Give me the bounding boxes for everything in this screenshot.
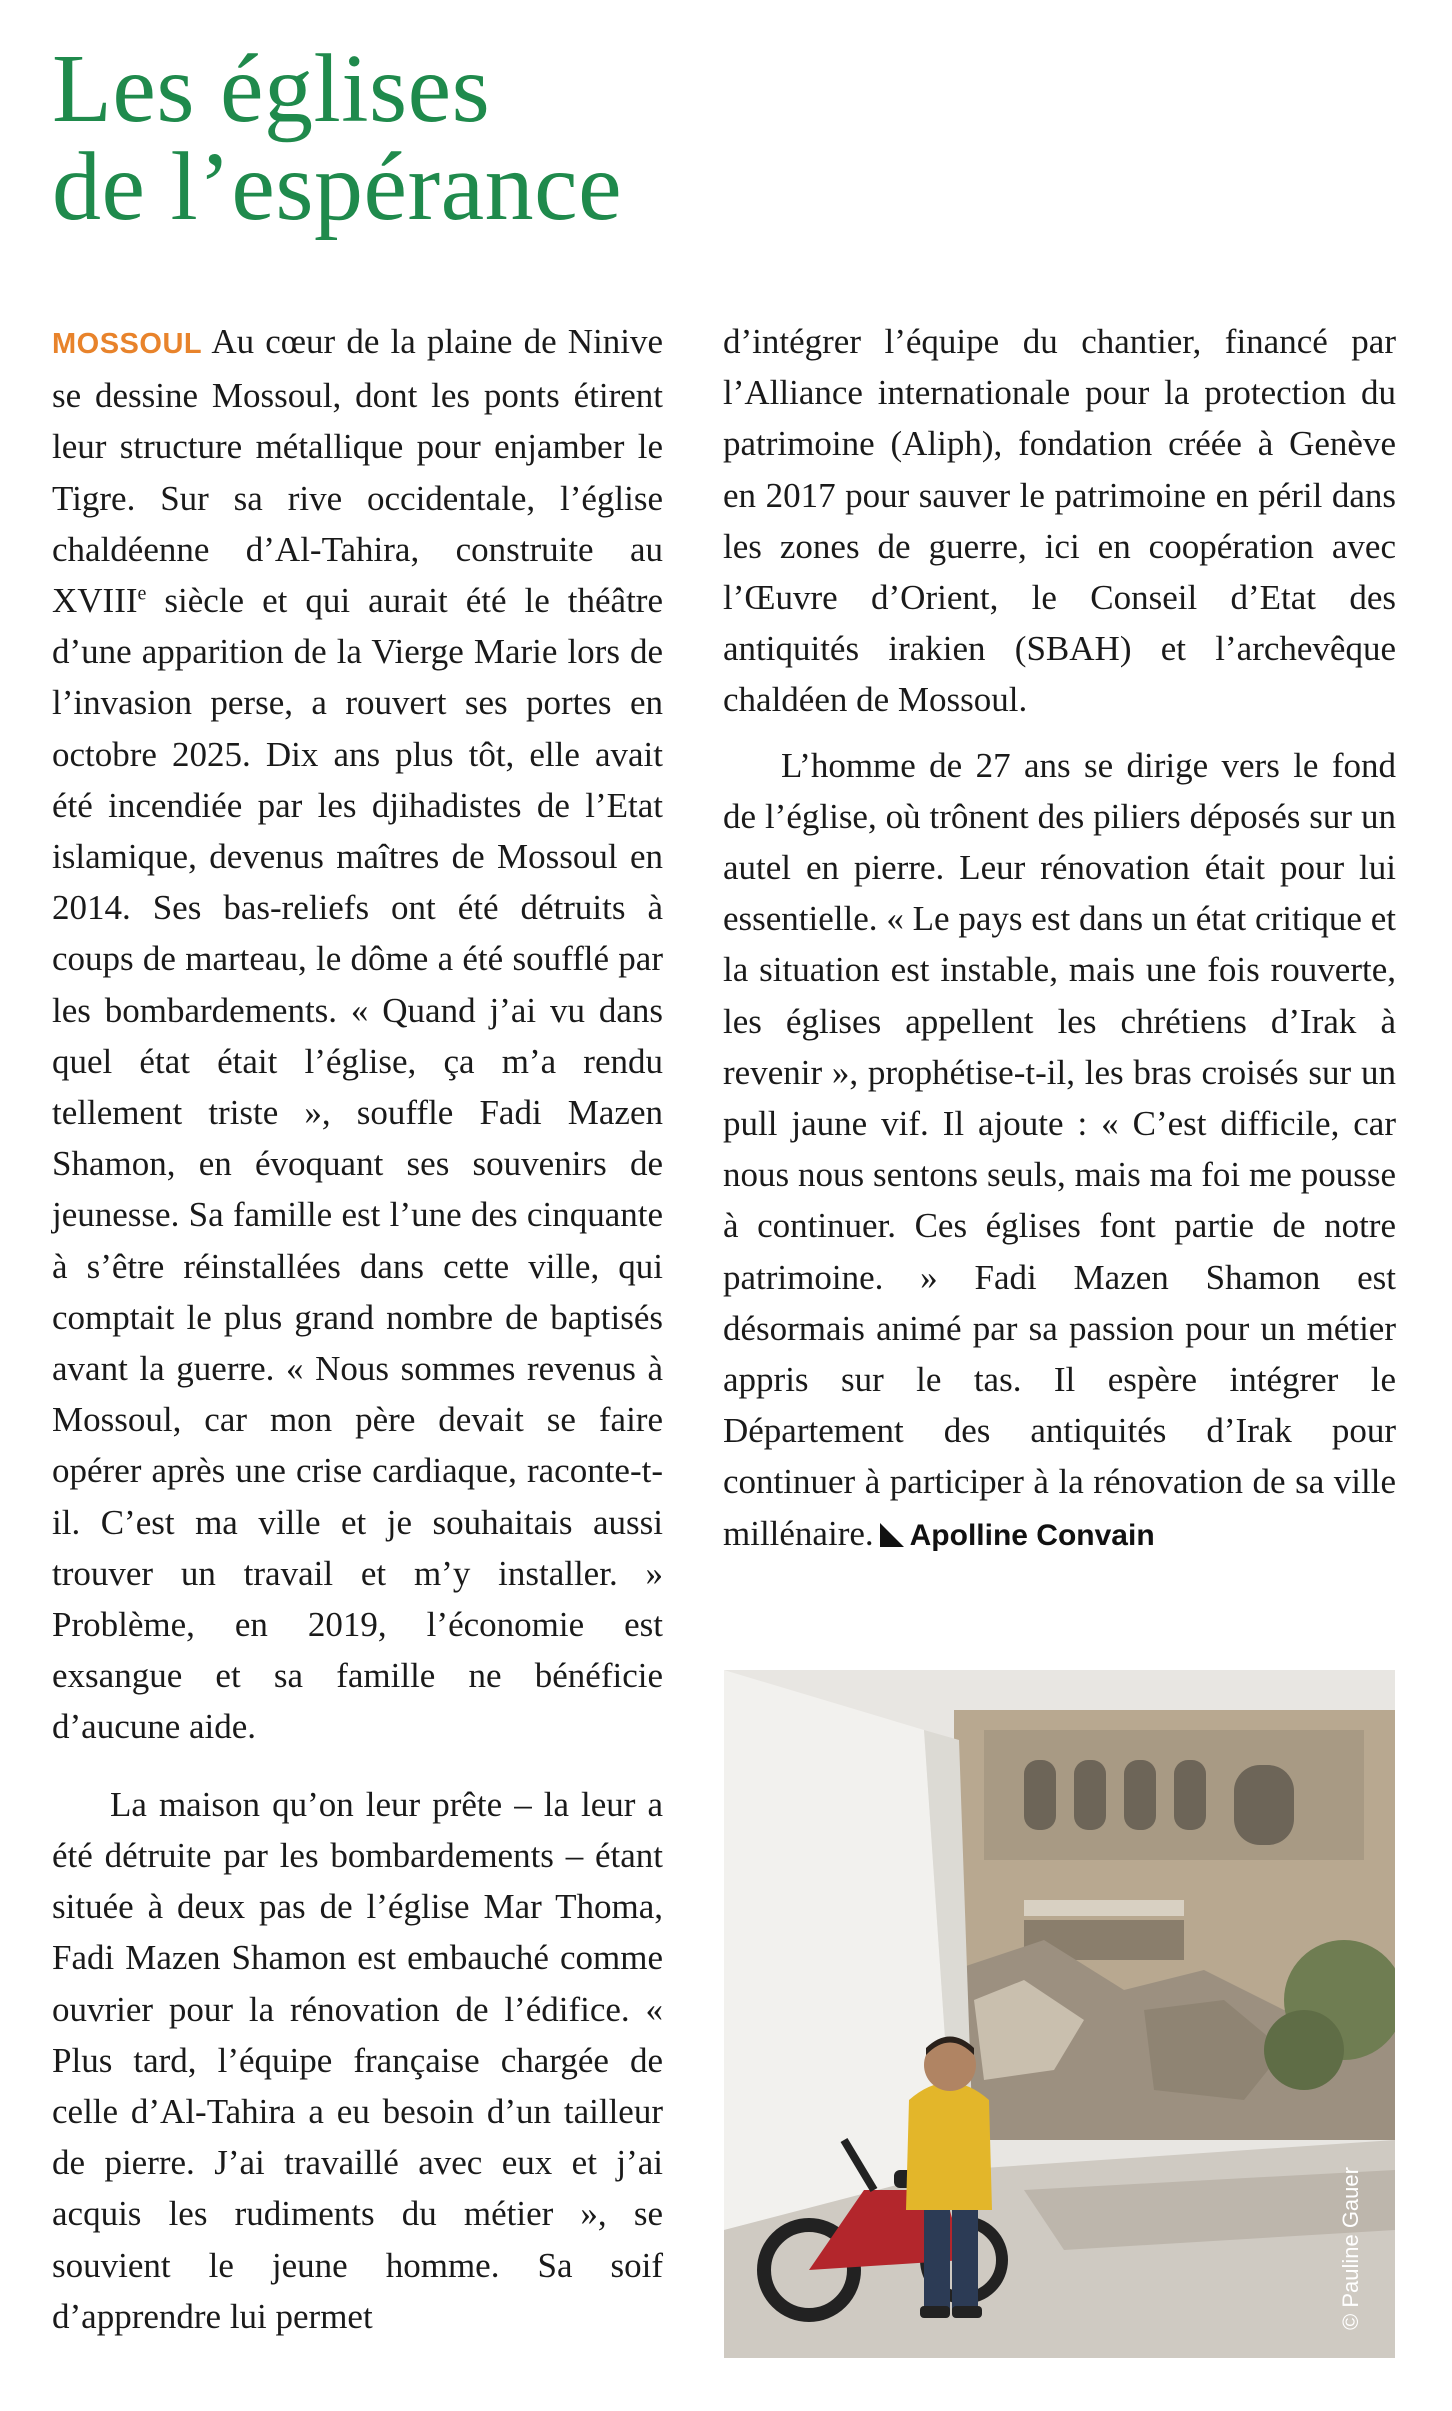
paragraph-1-part-b: siècle et qui aurait été le théâtre d’une apparition de la Vierge Marie lors de l’invasion perse, a rouvert ses portes en octobre 2025. Dix ans plus tôt, elle avait été incendiée par les djihadistes de l’Etat islamique, devenus maîtres de Mossoul en 2014. Ses bas-reliefs ont été détruits à coups de marteau, le dôme a été soufflé par les bombardements. « Quand j’ai vu dans quel état était l’église, ça m’a rendu tellement triste », souffle Fadi Mazen Shamon, en évoquant ses souvenirs de jeunesse. Sa famille est l’une des cinquante à s’être réinstallées dans cette ville, qui comptait le plus grand nombre de baptisés avant la guerre. « Nous sommes revenus à Mossoul, car mon père devait se faire opérer après une crise cardiaque, raconte-t-il. C’est ma ville et je souhaitais aussi trouver un travail et m’y installer. » Problème, en 2019, l’économie est exsangue et sa famille ne bénéficie d’aucune aide. bbox=[52, 581, 663, 1747]
right-column bbox=[723, 316, 1396, 1561]
paragraph-2-right bbox=[723, 316, 1396, 726]
paragraph-1 bbox=[52, 316, 663, 1753]
paragraph-1-part-a: Au cœur de la plaine de Ninive se dessine Mossoul, dont les ponts étirent leur structure métallique pour enjamber le Tigre. Sur sa rive occidentale, l’église chaldéenne d’Al-Tahira, construite au XVIII bbox=[52, 322, 663, 621]
paragraph-2-right-text: d’intégrer l’équipe du chantier, financé par l’Alliance internationale pour la protection du patrimoine (Aliph), fondation créée à Genève en 2017 pour sauver le patrimoine en péril dans les zones de guerre, ici en coopération avec l’Œuvre d’Orient, le Conseil d’Etat des antiquités irakien (SBAH) et l’archevêque chaldéen de Mossoul. bbox=[723, 322, 1396, 720]
century-superscript: e bbox=[137, 582, 147, 605]
photo-credit: © Pauline Gauer bbox=[1338, 2167, 1363, 2330]
article-photo bbox=[724, 1670, 1395, 2358]
paragraph-3-text: L’homme de 27 ans se dirige vers le fond de l’église, où trônent des piliers déposés sur un autel en pierre. Leur rénovation était pour lui essentielle. « Le pays est dans un état critique et la situation est instable, mais une fois rouverte, les églises appellent les chrétiens d’Irak à revenir », prophétise-t-il, les bras croisés sur un pull jaune vif. Il ajoute : « C’est difficile, car nous nous sentons seuls, mais ma foi me pousse à continuer. Ces églises font partie de notre patrimoine. » Fadi Mazen Shamon est désormais animé par sa passion pour un métier appris sur le tas. Il espère intégrer le Département des antiquités d’Irak pour continuer à participer à la rénovation de sa ville millénaire. bbox=[723, 745, 1396, 1553]
article-title bbox=[52, 35, 623, 241]
title-line-2: de l’espérance bbox=[52, 133, 623, 241]
paragraph-3 bbox=[723, 740, 1396, 1561]
left-column bbox=[52, 316, 663, 2342]
paragraph-2-left-text: La maison qu’on leur prête – la leur a été détruite par les bombardements – étant située à deux pas de l’église Mar Thoma, Fadi Mazen Shamon est embauché comme ouvrier pour la rénovation de l’édifice. « Plus tard, l’équipe française chargée de celle d’Al-Tahira a eu besoin d’un tailleur de pierre. J’ai travaillé avec eux et j’ai acquis les rudiments du métier », se souvient le jeune homme. Sa soif d’apprendre lui permet bbox=[52, 1784, 663, 2336]
dateline: MOSSOUL bbox=[52, 328, 203, 360]
photo-illustration bbox=[724, 1670, 1395, 2358]
signature-triangle-icon bbox=[880, 1523, 904, 1547]
paragraph-2-left bbox=[52, 1779, 663, 2342]
title-line-1: Les églises bbox=[52, 35, 491, 143]
author-name: Apolline Convain bbox=[909, 1518, 1155, 1552]
